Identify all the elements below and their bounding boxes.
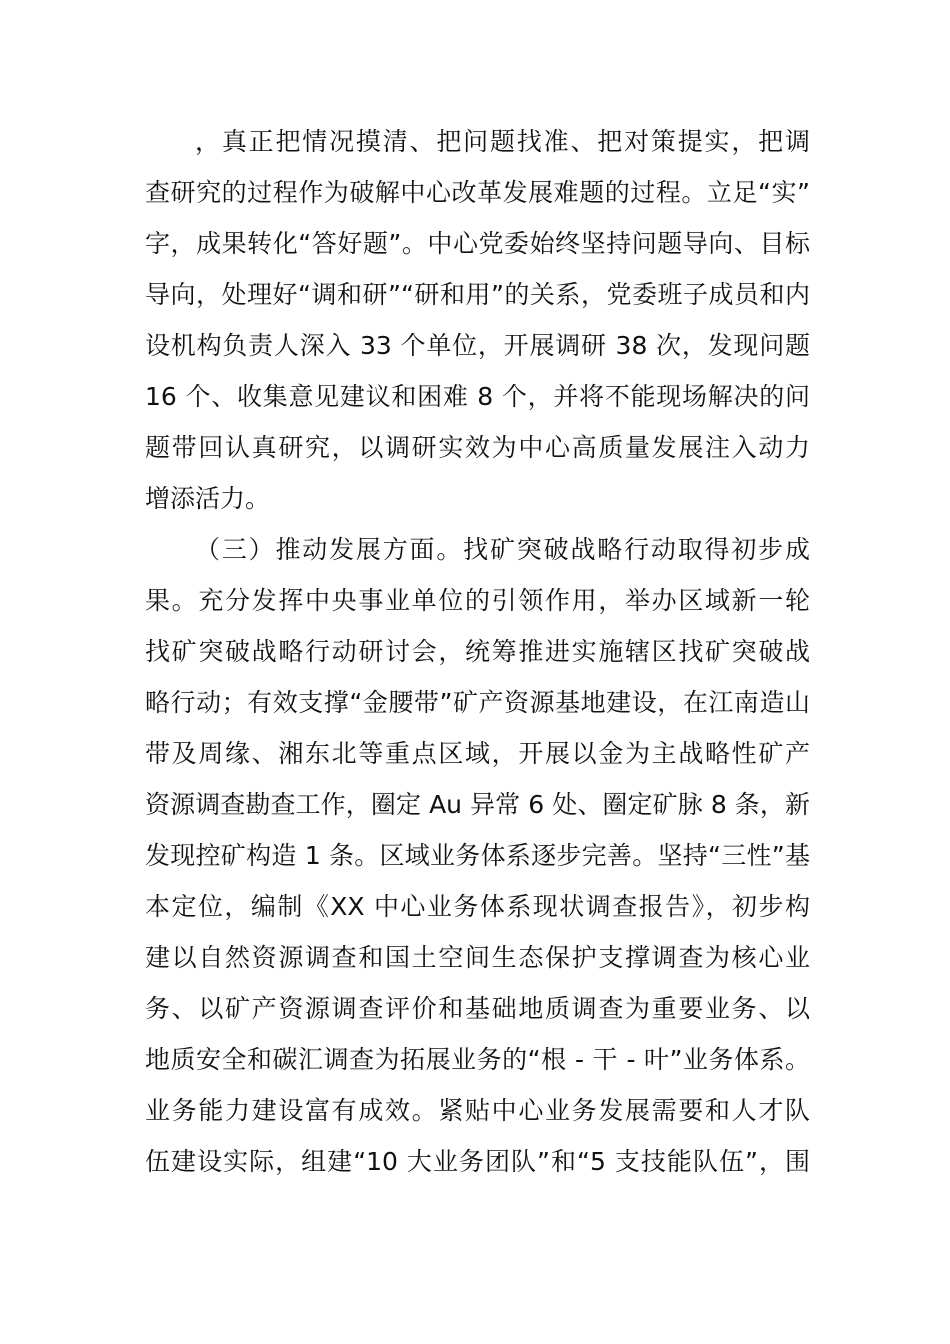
- paragraph-line: ，真正把情况摸清、把问题找准、把对策提实，把调: [195, 127, 810, 156]
- paragraph-line: 伍建设实际，组建“10 大业务团队”和“5 支技能队伍”，围: [145, 1147, 810, 1176]
- paragraph-line: 设机构负责人深入 33 个单位，开展调研 38 次，发现问题: [145, 331, 810, 360]
- paragraph-line: 增添活力。: [145, 484, 271, 513]
- paragraph-line: 找矿突破战略行动研讨会，统筹推进实施辖区找矿突破战: [145, 637, 810, 666]
- paragraph-line: 业务能力建设富有成效。紧贴中心业务发展需要和人才队: [145, 1096, 810, 1125]
- paragraph-line: 发现控矿构造 1 条。区域业务体系逐步完善。坚持“三性”基: [145, 841, 810, 870]
- paragraph-line: 资源调查勘查工作，圈定 Au 异常 6 处、圈定矿脉 8 条，新: [145, 790, 810, 819]
- paragraph-line: 题带回认真研究，以调研实效为中心高质量发展注入动力: [145, 433, 810, 462]
- paragraph-line: 果。充分发挥中央事业单位的引领作用，举办区域新一轮: [145, 586, 810, 615]
- paragraph-line: 查研究的过程作为破解中心改革发展难题的过程。立足“实”: [145, 178, 810, 207]
- paragraph-line: 本定位，编制《XX 中心业务体系现状调查报告》，初步构: [145, 892, 810, 921]
- paragraph-line: 务、以矿产资源调查评价和基础地质调查为重要业务、以: [145, 994, 810, 1023]
- paragraph-line: 略行动；有效支撑“金腰带”矿产资源基地建设，在江南造山: [145, 688, 810, 717]
- section-heading-line: （三）推动发展方面。找矿突破战略行动取得初步成: [195, 535, 810, 564]
- paragraph-line: 带及周缘、湘东北等重点区域，开展以金为主战略性矿产: [145, 739, 810, 768]
- paragraph-line: 字，成果转化“答好题”。中心党委始终坚持问题导向、目标: [145, 229, 810, 258]
- paragraph-line: 导向，处理好“调和研”“研和用”的关系，党委班子成员和内: [145, 280, 810, 309]
- paragraph-line: 16 个、收集意见建议和困难 8 个，并将不能现场解决的问: [145, 382, 810, 411]
- paragraph-line: 建以自然资源调查和国土空间生态保护支撑调查为核心业: [145, 943, 810, 972]
- paragraph-line: 地质安全和碳汇调查为拓展业务的“根 - 干 - 叶”业务体系。: [145, 1045, 810, 1074]
